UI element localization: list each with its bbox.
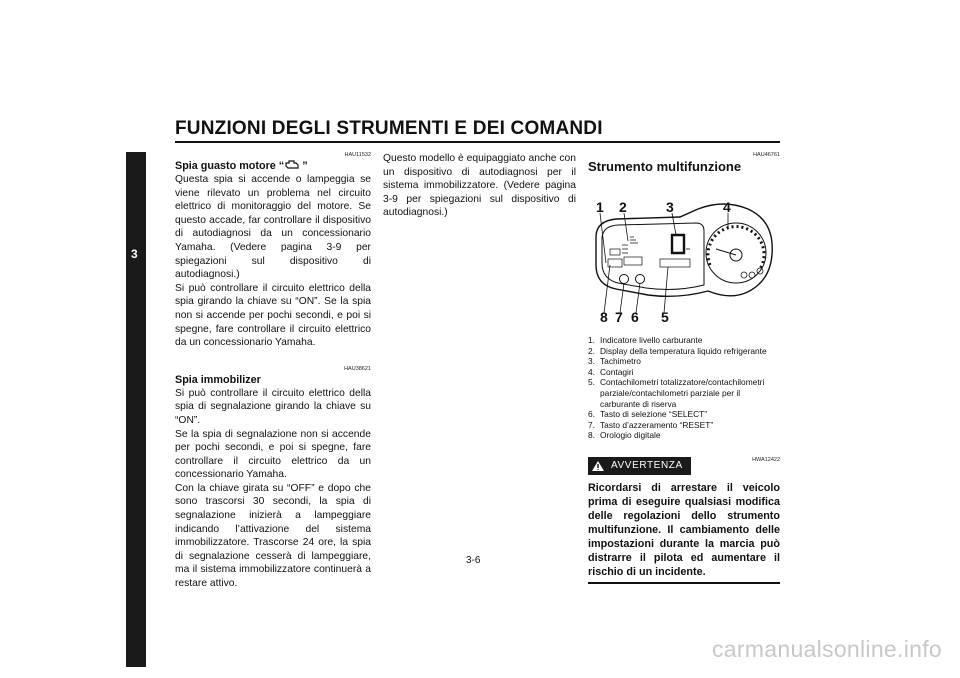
- fuel-gauge-display: [610, 245, 628, 255]
- callout-2: 2: [619, 199, 627, 215]
- legend-item: [588, 346, 780, 357]
- heading-text: Spia guasto motore “: [175, 160, 285, 172]
- legend-item: [588, 367, 780, 378]
- legend-number: 5.: [588, 377, 595, 388]
- engine-icon: [284, 160, 302, 172]
- column-right: [588, 152, 780, 584]
- warning-code: HWA12422: [752, 456, 780, 463]
- paragraph: Se la spia di segnalazione non si accende per pochi secondi, e poi si spegne, fare controllare il circuito elettrico da un concessionario Yamaha.: [175, 428, 371, 481]
- legend-item: [588, 335, 780, 346]
- section-code: HAU46761: [753, 152, 780, 158]
- legend-text: Tasto di selezione “SELECT”: [600, 409, 708, 420]
- legend-number: 2.: [588, 345, 595, 356]
- warning-icon: [591, 460, 605, 472]
- column-middle: [383, 152, 576, 220]
- legend-text: Tasto d’azzeramento “RESET”: [600, 419, 714, 430]
- callout-1: 1: [596, 199, 604, 215]
- heading-multifunction-meter: Strumento multifunzione: [588, 159, 742, 174]
- paragraph: Con la chiave girata su “OFF” e dopo che sono trascorsi 30 secondi, la spia di segnalazione inizierà a lampeggiare indicando l’attivazione del sistema immobilizzatore. Trascorse 24 ore, la spia di segnalazione cesserà di lampeggiare, ma il sistema immobilizzatore continuerà a restare attivo.: [175, 482, 371, 590]
- page-number: 3-6: [466, 555, 481, 566]
- legend-number: 3.: [588, 356, 595, 367]
- legend-item: [588, 409, 780, 420]
- legend-number: 6.: [588, 409, 595, 420]
- watermark: carmanualsonline.info: [711, 636, 942, 662]
- heading-text-end: ”: [302, 160, 308, 172]
- section-code: HAU11532: [344, 152, 371, 158]
- callout-4: 4: [723, 199, 731, 215]
- paragraph: Questo modello è equipaggiato anche con un dispositivo di autodiagnosi per il sistema immobilizzatore. (Vedere pagina 3-9 per spiegazioni sul dispositivo di autodiagnosi.): [383, 153, 576, 219]
- legend-number: 7.: [588, 419, 595, 430]
- odometer-display: [660, 259, 690, 267]
- legend-item: [588, 377, 780, 409]
- warning-text: Ricordarsi di arrestare il veicolo prima di eseguire qualsiasi modifica delle regolazioni dello strumento multifunzione. Il cambiamento delle impostazioni durante la marcia può distrarre il pilota ed aumentare il rischio di un incidente.: [588, 481, 780, 578]
- reset-button[interactable]: [620, 275, 629, 284]
- legend-item: [588, 430, 780, 441]
- callout-3: 3: [666, 199, 674, 215]
- warning-header: [588, 457, 780, 475]
- paragraph: Si può controllare il circuito elettrico della spia girando la chiave su “ON”. Se la spia non si accende per pochi secondi, e poi si spegne, fare controllare il circuito elettrico da un concessionario Yamaha.: [175, 282, 371, 349]
- column-left: [175, 152, 371, 591]
- legend-text: Tachimetro: [600, 356, 641, 367]
- section-code: HAU38621: [344, 365, 371, 372]
- legend-text: Contachilometri totalizzatore/contachilometri parziale/contachilometri parziale per il carburante di riserva: [600, 377, 765, 409]
- legend-text: Contagiri: [600, 366, 634, 377]
- coolant-temperature-display: [624, 237, 642, 265]
- speedometer-display: [672, 235, 690, 253]
- warning-rule: [588, 582, 780, 584]
- chapter-tab-number: 3: [131, 247, 138, 261]
- legend-number: 1.: [588, 335, 595, 345]
- select-button[interactable]: [636, 275, 645, 284]
- figure-legend: [588, 335, 780, 441]
- paragraph: Si può controllare il circuito elettrico della spia di segnalazione girando la chiave su “ON”.: [175, 387, 371, 426]
- heading-immobilizer: Spia immobilizer: [175, 373, 261, 386]
- legend-text: Display della temperatura liquido refrigerante: [600, 345, 767, 356]
- legend-item: [588, 356, 780, 367]
- tachometer: [706, 223, 766, 283]
- instrument-cluster-drawing: [588, 179, 780, 329]
- legend-number: 8.: [588, 430, 595, 441]
- callout-6: 6: [631, 309, 639, 325]
- legend-number: 4.: [588, 366, 595, 377]
- legend-item: [588, 420, 780, 431]
- legend-text: Indicatore livello carburante: [600, 335, 703, 345]
- callout-8: 8: [600, 309, 608, 325]
- title-rule: [175, 141, 780, 143]
- heading-engine-warning: [175, 159, 371, 173]
- legend-text: Orologio digitale: [600, 430, 661, 441]
- callout-7: 7: [615, 309, 623, 325]
- callout-5: 5: [661, 309, 669, 325]
- instrument-cluster-figure: [588, 179, 780, 329]
- chapter-tab: [126, 152, 146, 667]
- warning-label: AVVERTENZA: [611, 459, 683, 471]
- page-title: FUNZIONI DEGLI STRUMENTI E DEI COMANDI: [175, 118, 603, 139]
- paragraph: Questa spia si accende o lampeggia se viene rilevato un problema nel circuito elettrico di monitoraggio del motore. Se questo accade, far controllare il dispositivo di autodiagnosi da un concessionario Yamaha. (Vedere pagina 3-9 per spiegazioni sul dispositivo di autodiagnosi.): [175, 174, 371, 281]
- warning-badge: [588, 457, 691, 475]
